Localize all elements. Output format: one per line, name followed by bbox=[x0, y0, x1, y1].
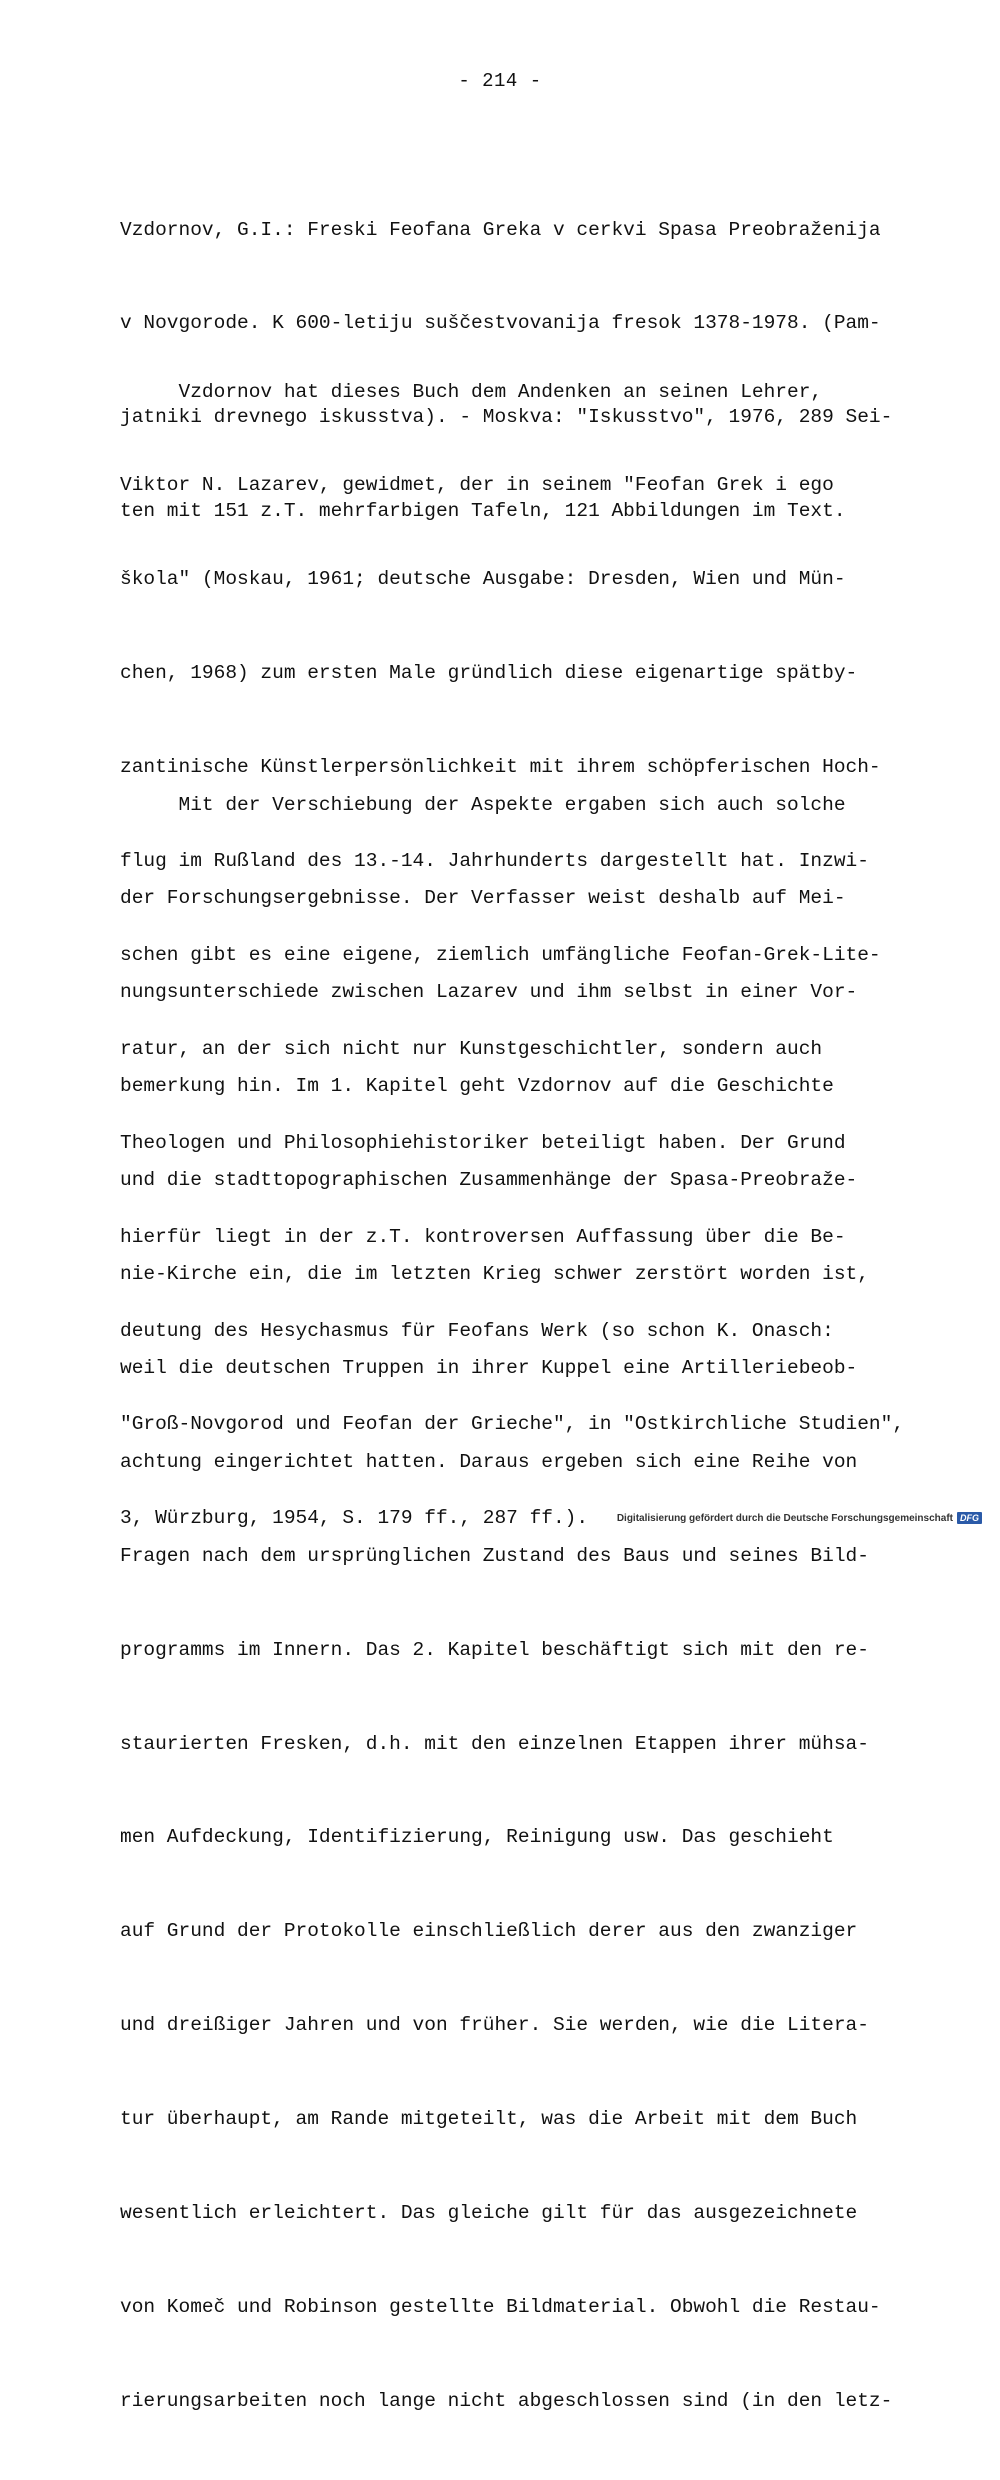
text-line: schen gibt es eine eigene, ziemlich umfängliche Feofan-Grek-Lite- bbox=[120, 943, 881, 966]
text-line: hierfür liegt in der z.T. kontroversen Auffassung über die Be- bbox=[120, 1225, 846, 1248]
text-line: rierungsarbeiten noch lange nicht abgeschlossen sind (in den letz- bbox=[120, 2389, 893, 2412]
text-line: tur überhaupt, am Rande mitgeteilt, was die Arbeit mit dem Buch bbox=[120, 2108, 858, 2131]
text-line: ratur, an der sich nicht nur Kunstgeschichtler, sondern auch bbox=[120, 1037, 823, 1060]
text-line: škola" (Moskau, 1961; deutsche Ausgabe: Dresden, Wien und Mün- bbox=[120, 568, 846, 591]
text-line: achtung eingerichtet hatten. Daraus ergeben sich eine Reihe von bbox=[120, 1450, 858, 1473]
text-line: Vzdornov hat dieses Buch dem Andenken an seinen Lehrer, bbox=[120, 380, 823, 403]
text-line: Mit der Verschiebung der Aspekte ergaben sich auch solche bbox=[120, 793, 846, 816]
text-line: Fragen nach dem ursprünglichen Zustand des Baus und seines Bild- bbox=[120, 1544, 869, 1567]
text-line: programms im Innern. Das 2. Kapitel beschäftigt sich mit den re- bbox=[120, 1638, 869, 1661]
text-line: zantinische Künstlerpersönlichkeit mit ihrem schöpferischen Hoch- bbox=[120, 756, 881, 779]
citation-line: Vzdornov, G.I.: Freski Feofana Greka v cerkvi Spasa Preobraženija bbox=[120, 218, 881, 241]
citation-line: ten mit 151 z.T. mehrfarbigen Tafeln, 121 Abbildungen im Text. bbox=[120, 500, 846, 523]
dfg-logo-icon: DFG bbox=[957, 1512, 982, 1524]
text-line: 3, Würzburg, 1954, S. 179 ff., 287 ff.). bbox=[120, 1507, 589, 1530]
text-line: auf Grund der Protokolle einschließlich derer aus den zwanziger bbox=[120, 1920, 858, 1943]
text-line: men Aufdeckung, Identifizierung, Reinigung usw. Das geschieht bbox=[120, 1826, 834, 1849]
text-line: bemerkung hin. Im 1. Kapitel geht Vzdornov auf die Geschichte bbox=[120, 1075, 834, 1098]
text-line: der Forschungsergebnisse. Der Verfasser weist deshalb auf Mei- bbox=[120, 887, 846, 910]
text-line: Viktor N. Lazarev, gewidmet, der in seinem "Feofan Grek i ego bbox=[120, 474, 834, 497]
text-line: von Komeč und Robinson gestellte Bildmaterial. Obwohl die Restau- bbox=[120, 2295, 881, 2318]
citation-line: jatniki drevnego iskusstva). - Moskva: "Iskusstvo", 1976, 289 Sei- bbox=[120, 406, 893, 429]
text-line: nie-Kirche ein, die im letzten Krieg schwer zerstört worden ist, bbox=[120, 1263, 869, 1286]
text-line: Theologen und Philosophiehistoriker beteiligt haben. Der Grund bbox=[120, 1131, 846, 1154]
text-line: chen, 1968) zum ersten Male gründlich diese eigenartige spätby- bbox=[120, 662, 858, 685]
citation-line: v Novgorode. K 600-letiju suščestvovanija fresok 1378-1978. (Pam- bbox=[120, 312, 881, 335]
page-number: - 214 - bbox=[458, 70, 542, 92]
digitization-footer bbox=[617, 1512, 982, 1524]
text-line: und die stadttopographischen Zusammenhänge der Spasa-Preobraže- bbox=[120, 1169, 858, 1192]
footer-credit-text: Digitalisierung gefördert durch die Deutsche Forschungsgemeinschaft bbox=[616, 1512, 953, 1524]
text-line: "Groß-Novgorod und Feofan der Grieche", in "Ostkirchliche Studien", bbox=[120, 1413, 905, 1436]
text-line: staurierten Fresken, d.h. mit den einzelnen Etappen ihrer mühsa- bbox=[120, 1732, 869, 1755]
text-line: und dreißiger Jahren und von früher. Sie werden, wie die Litera- bbox=[120, 2014, 869, 2037]
text-line: flug im Rußland des 13.-14. Jahrhunderts dargestellt hat. Inzwi- bbox=[120, 850, 869, 873]
text-line: weil die deutschen Truppen in ihrer Kuppel eine Artilleriebeob- bbox=[120, 1356, 858, 1379]
text-line: wesentlich erleichtert. Das gleiche gilt für das ausgezeichnete bbox=[120, 2201, 858, 2224]
review-paragraph-2 bbox=[120, 727, 920, 2480]
text-line: deutung des Hesychasmus für Feofans Werk (so schon K. Onasch: bbox=[120, 1319, 834, 1342]
text-line: nungsunterschiede zwischen Lazarev und ihm selbst in einer Vor- bbox=[120, 981, 858, 1004]
